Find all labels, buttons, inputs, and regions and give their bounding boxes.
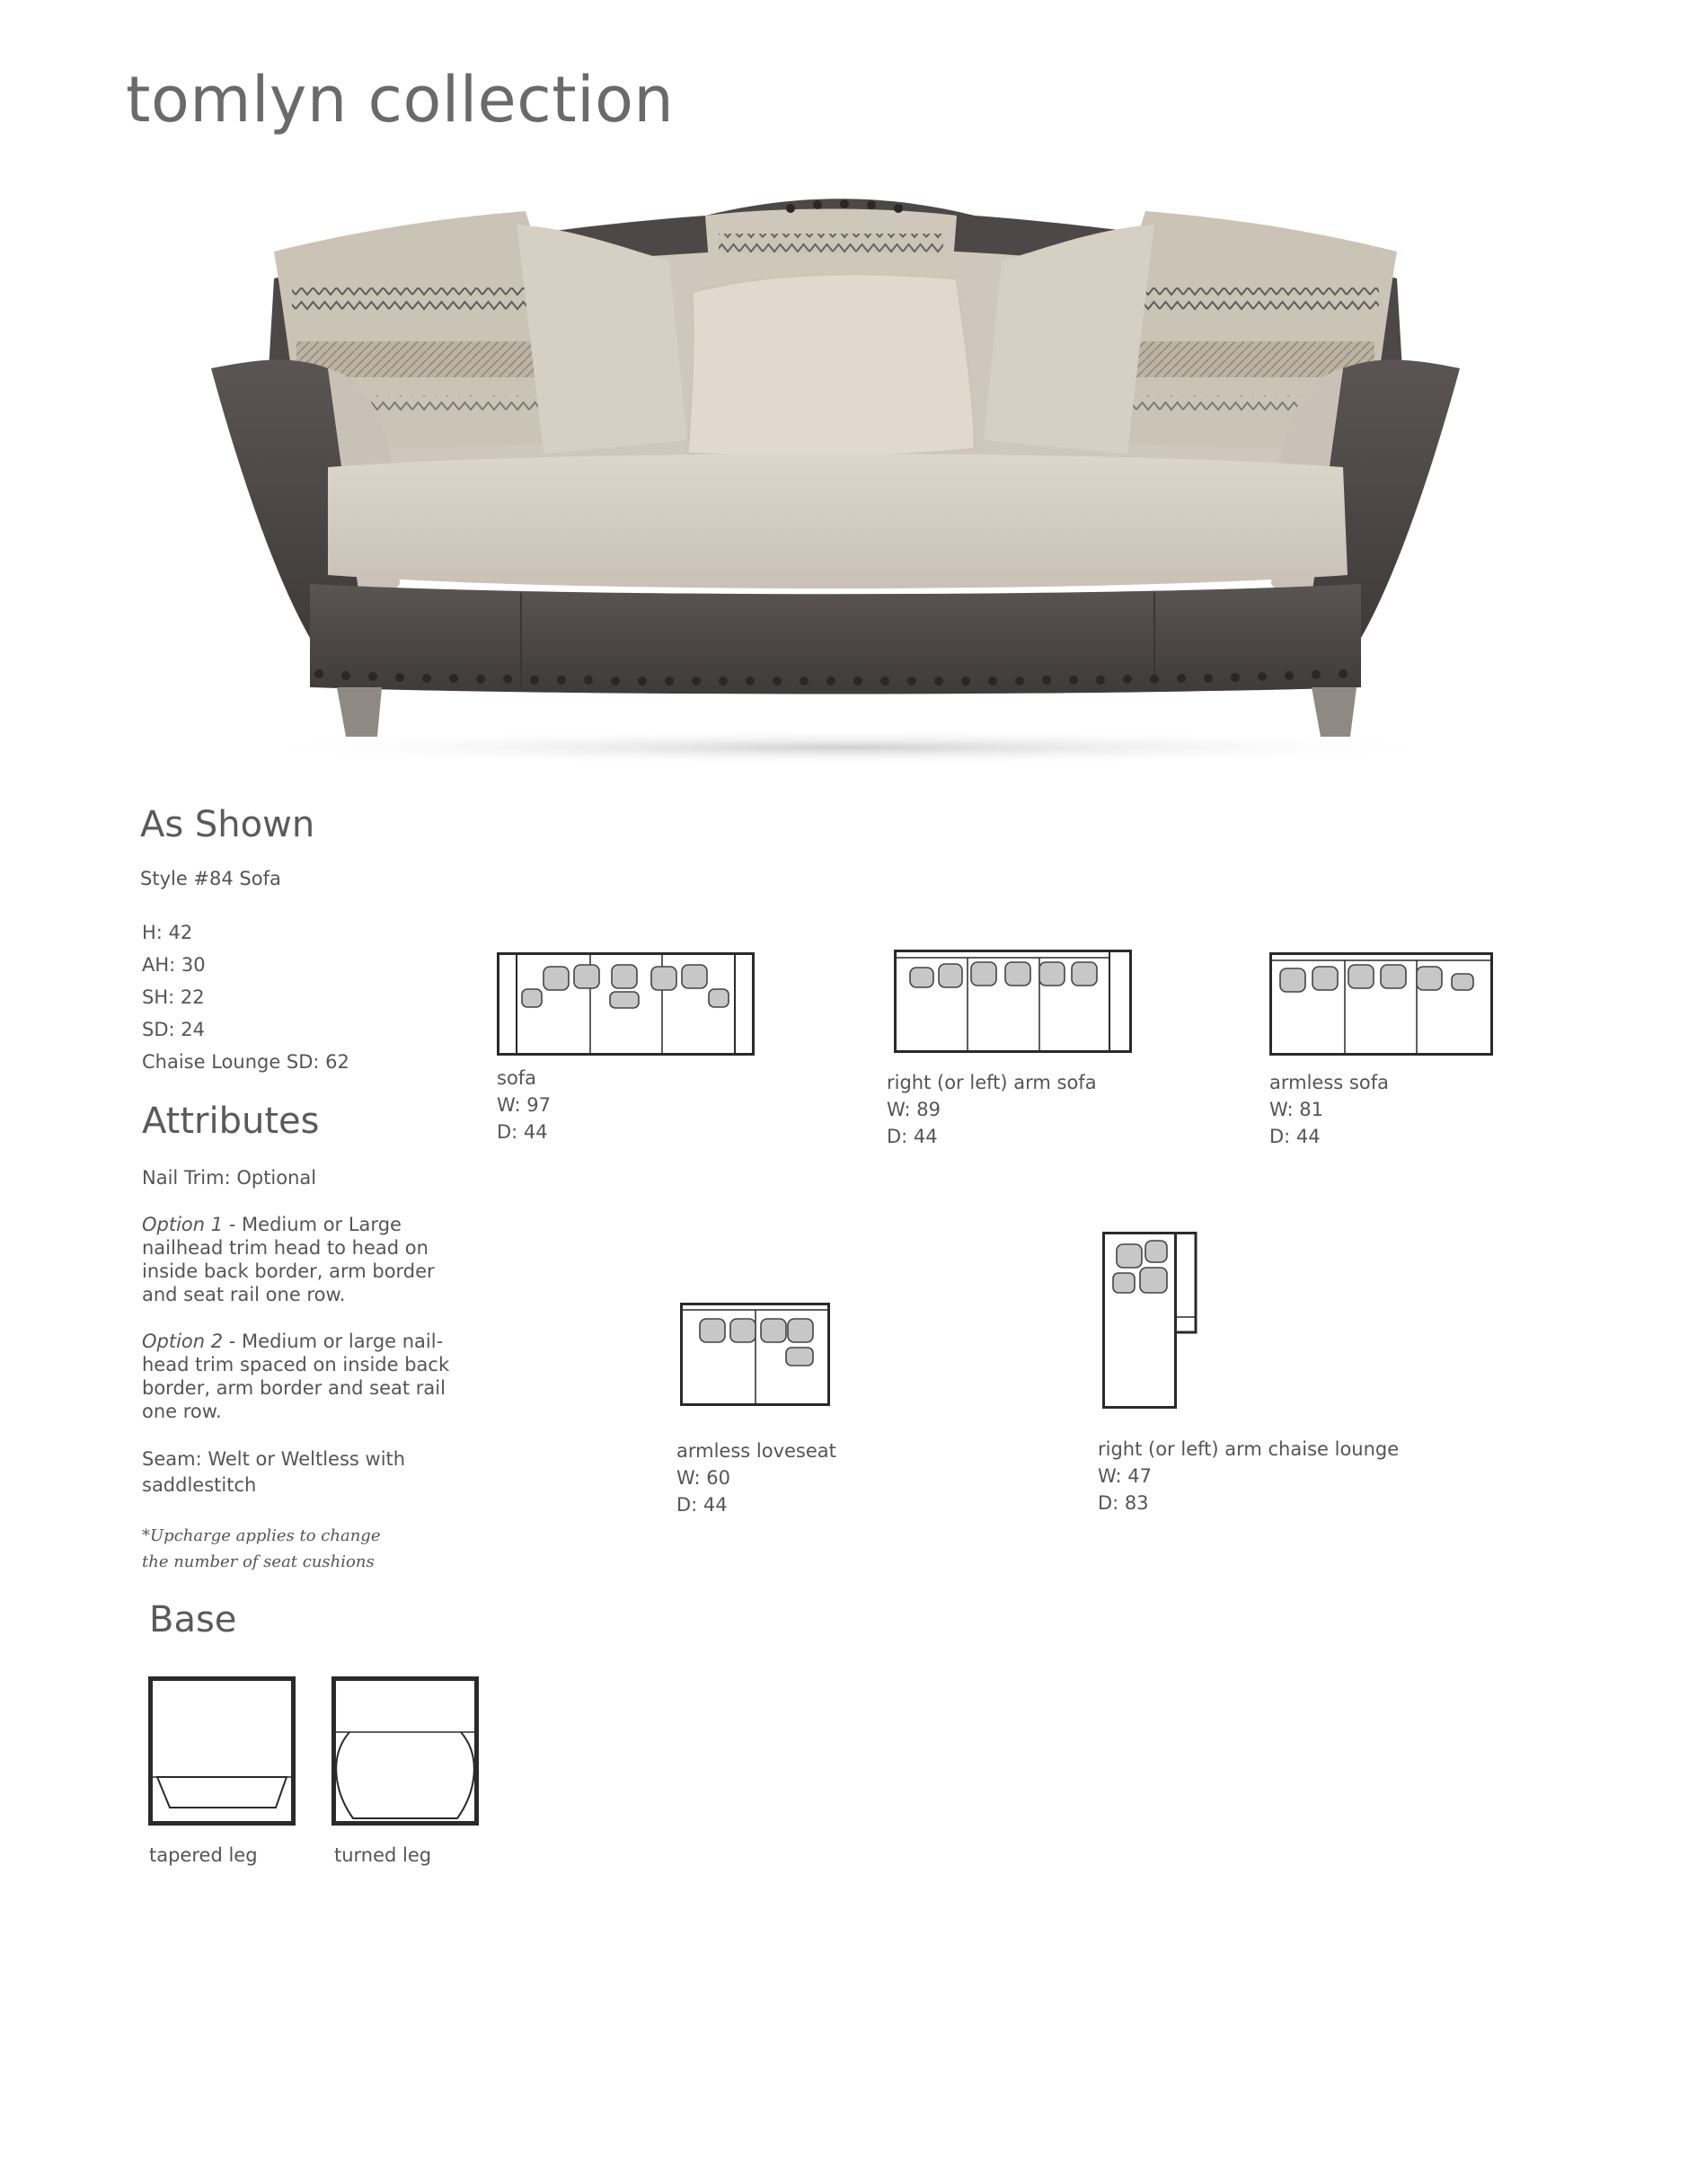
spec-height: H: 42: [142, 922, 193, 943]
config-width: W: 47: [1098, 1465, 1153, 1487]
config-depth: D: 44: [887, 1126, 938, 1147]
config-name: right (or left) arm chaise lounge: [1098, 1438, 1400, 1460]
nail-trim-text: Nail Trim: Optional: [142, 1167, 317, 1189]
config-depth: D: 44: [1269, 1126, 1321, 1147]
armless-sofa-diagram: [1269, 952, 1493, 1056]
attributes-heading: Attributes: [142, 1101, 320, 1142]
spec-seat-height: SH: 22: [142, 986, 205, 1008]
arm-sofa-diagram: [894, 950, 1132, 1053]
tapered-leg-diagram: [148, 1676, 296, 1826]
config-width: W: 97: [497, 1094, 552, 1116]
base-heading: Base: [149, 1599, 237, 1640]
dimension-specs: [142, 916, 349, 1078]
sofa-diagram: [497, 952, 755, 1056]
config-name: right (or left) arm sofa: [887, 1072, 1097, 1093]
sofa-product-image: [202, 198, 1478, 773]
armless-loveseat-diagram: [680, 1303, 830, 1406]
config-name: armless sofa: [1269, 1072, 1389, 1093]
config-depth: D: 83: [1098, 1492, 1149, 1514]
spec-chaise-seat-depth: Chaise Lounge SD: 62: [142, 1051, 349, 1073]
spec-arm-height: AH: 30: [142, 954, 206, 976]
config-width: W: 89: [887, 1099, 941, 1120]
config-name: armless loveseat: [676, 1440, 836, 1462]
option-1-label: Option 1: [142, 1214, 224, 1235]
config-chaise-lounge: [1098, 1436, 1399, 1516]
option-2-text: [142, 1330, 465, 1423]
option-1-text: [142, 1213, 465, 1306]
option-1-description: - Medium or Large nailhead trim head to head on inside back border, arm border and seat rail one row.: [142, 1214, 435, 1305]
config-armless-loveseat: [676, 1437, 836, 1518]
config-width: W: 81: [1269, 1099, 1324, 1120]
config-depth: D: 44: [676, 1494, 728, 1516]
config-depth: D: 44: [497, 1121, 548, 1143]
option-2-label: Option 2: [142, 1331, 224, 1352]
turned-leg-diagram: [331, 1676, 479, 1826]
config-name: sofa: [497, 1067, 537, 1089]
config-width: W: 60: [676, 1467, 731, 1489]
base-option-turned: turned leg: [334, 1844, 432, 1866]
config-armless-sofa: [1269, 1069, 1389, 1150]
config-sofa: [497, 1065, 551, 1145]
upcharge-note: *Upcharge applies to change the number of seat cushions: [142, 1526, 381, 1571]
style-number: Style #84 Sofa: [140, 868, 281, 889]
as-shown-heading: As Shown: [140, 804, 315, 845]
spec-seat-depth: SD: 24: [142, 1019, 205, 1040]
page-title: tomlyn collection: [126, 63, 675, 137]
option-2-description: - Medium or large nail-head trim spaced on inside back border, arm border and seat rail one row.: [142, 1331, 450, 1422]
chaise-lounge-diagram: [1102, 1232, 1198, 1409]
seam-text: Seam: Welt or Weltless with saddlestitch: [142, 1448, 406, 1496]
base-option-tapered: tapered leg: [149, 1844, 258, 1866]
config-arm-sofa: [887, 1069, 1097, 1150]
